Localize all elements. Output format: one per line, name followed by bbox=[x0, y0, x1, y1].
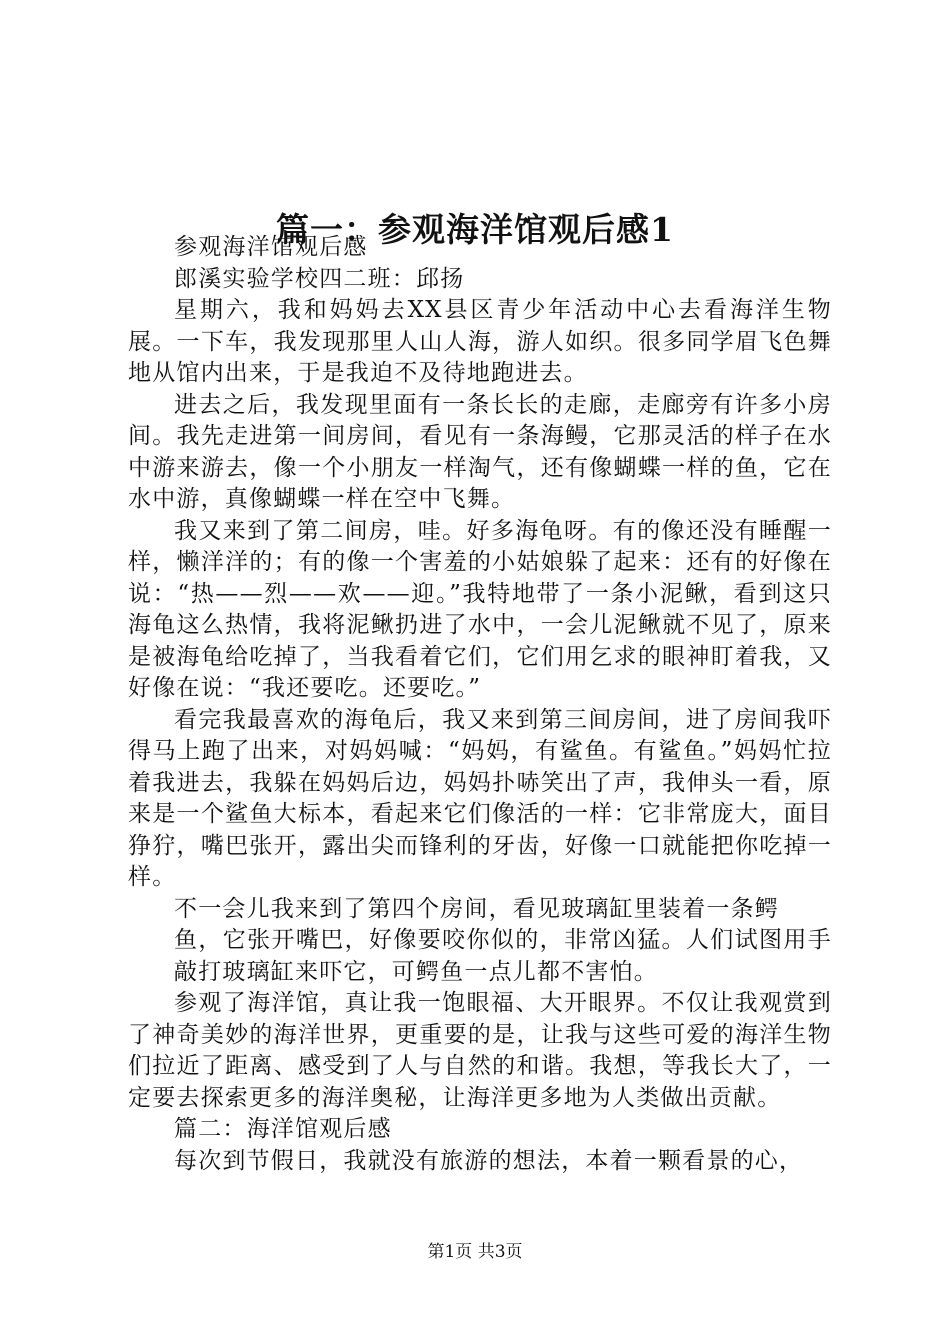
author-line: 郎溪实验学校四二班：邱扬 bbox=[174, 265, 465, 292]
page-number-footer: 第1页 共3页 bbox=[427, 1242, 523, 1262]
document-body bbox=[128, 232, 832, 1177]
paragraph: 看完我最喜欢的海龟后，我又来到第三间房间，进了房间我吓得马上跑了出来，对妈妈喊：“妈妈，有鲨鱼。有鲨鱼。”妈妈忙拉着我进去，我躲在妈妈后边，妈妈扑哧笑出了声，我伸头一看，原来是一个鲨鱼大标本，看起来它们像活的一样：它非常庞大，面目狰狞，嘴巴张开，露出尖而锋利的牙齿，好像一口就能把你吃掉一样。 bbox=[128, 706, 832, 890]
paragraph: 进去之后，我发现里面有一条长长的走廊，走廊旁有许多小房间。我先走进第一间房间，看见有一条海鳗，它那灵活的样子在水中游来游去，像一个小朋友一样淘气，还有像蝴蝶一样的鱼，它在水中游，真像蝴蝶一样在空中飞舞。 bbox=[128, 391, 832, 512]
paragraph: 我又来到了第二间房，哇。好多海龟呀。有的像还没有睡醒一样，懒洋洋的；有的像一个害羞的小姑娘躲了起来：还有的好像在说：“热——烈——欢——迎。”我特地带了一条小泥鳅，看到这只海龟这么热情，我将泥鳅扔进了水中，一会儿泥鳅就不见了，原来是被海龟给吃掉了，当我看着它们，它们用乞求的眼神盯着我，又好像在说：“我还要吃。还要吃。” bbox=[128, 517, 832, 701]
paragraph: 不一会儿我来到了第四个房间，看见玻璃缸里装着一条鳄 bbox=[174, 895, 779, 922]
paragraph-continuation: 鱼，它张开嘴巴，好像要咬你似的，非常凶猛。人们试图用手敲打玻璃缸来吓它，可鳄鱼一点儿都不害怕。 bbox=[174, 927, 832, 985]
document-title: 篇一：参观海洋馆观后感1 bbox=[276, 210, 674, 250]
essay-subtitle: 参观海洋馆观后感 bbox=[174, 234, 368, 260]
paragraph: 星期六，我和妈妈去XX县区青少年活动中心去看海洋生物展。一下车，我发现那里人山人海，游人如织。很多同学眉飞色舞地从馆内出来，于是我迫不及待地跑进去。 bbox=[128, 297, 832, 386]
paragraph: 参观了海洋馆，真让我一饱眼福、大开眼界。不仅让我观赏到了神奇美妙的海洋世界，更重要的是，让我与这些可爱的海洋生物们拉近了距离、感受到了人与自然的和谐。我想，等我长大了，一定要去探索更多的海洋奥秘，让海洋更多地为人类做出贡献。 bbox=[128, 990, 832, 1111]
paragraph: 每次到节假日，我就没有旅游的想法，本着一颗看景的心， bbox=[174, 1147, 804, 1174]
section-heading: 篇二：海洋馆观后感 bbox=[174, 1116, 392, 1142]
